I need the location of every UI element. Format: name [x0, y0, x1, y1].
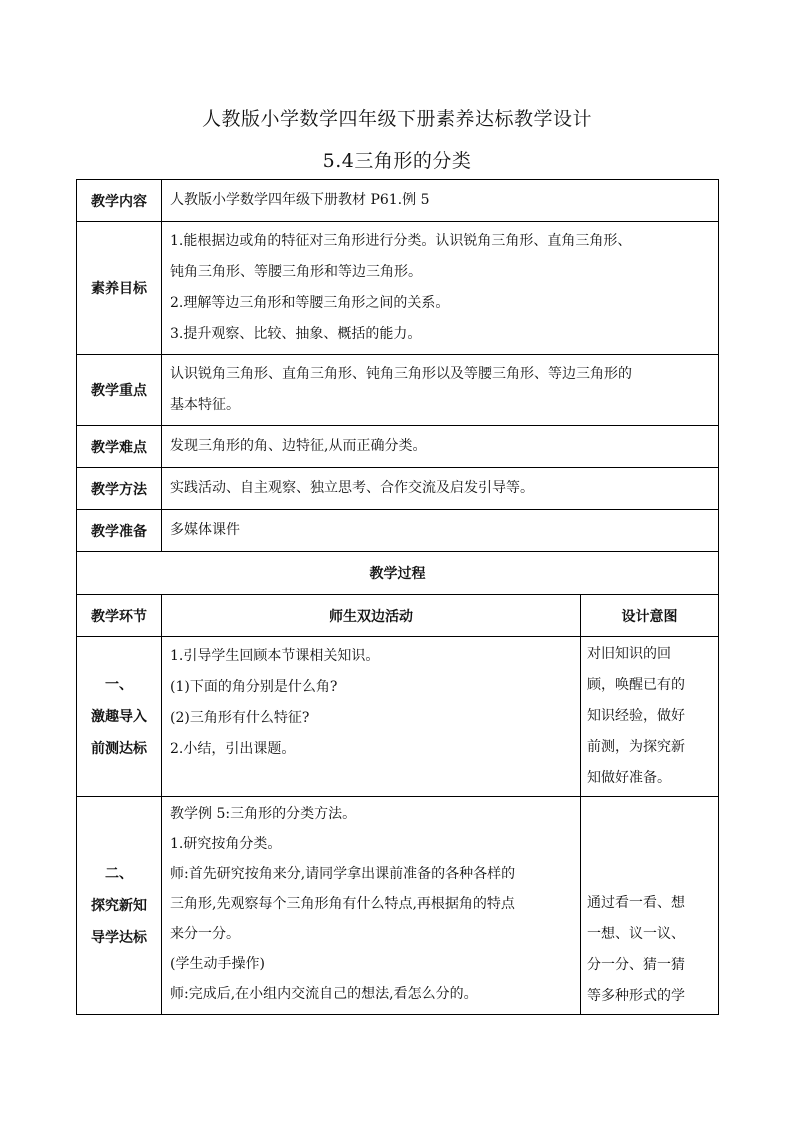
row-process-title: [77, 552, 719, 595]
activity-line: 师:完成后,在小组内交流自己的想法,看怎么分的。: [170, 986, 478, 1002]
intent-line: 一想、议一议、: [587, 926, 685, 942]
stage-1: [77, 637, 162, 797]
row-content: [77, 180, 719, 222]
row-method: [77, 468, 719, 510]
process-title: 教学过程: [77, 552, 719, 595]
value-method: 实践活动、自主观察、独立思考、合作交流及启发引导等。: [162, 468, 719, 510]
stage-line: 二、: [105, 865, 133, 882]
row-goals: [77, 222, 719, 355]
value-difficulty: 发现三角形的角、边特征,从而正确分类。: [162, 426, 719, 468]
label-difficulty: 教学难点: [77, 426, 162, 468]
intent-1: [581, 637, 719, 797]
label-content: 教学内容: [77, 180, 162, 222]
activity-line: 1.引导学生回顾本节课相关知识。: [170, 648, 380, 664]
activity-line: 2.小结，引出课题。: [170, 741, 296, 757]
goal-line: 2.理解等边三角形和等腰三角形之间的关系。: [170, 295, 450, 311]
activity-line: (2)三角形有什么特征?: [170, 710, 310, 726]
header-stage: 教学环节: [77, 595, 162, 637]
intent-line: 等多种形式的学: [587, 988, 685, 1004]
stage-line: 前测达标: [91, 740, 147, 757]
intent-line: 知做好准备。: [587, 770, 671, 786]
lesson-title: 5.4三角形的分类: [322, 150, 472, 172]
intent-line: 前测，为探究新: [587, 739, 685, 755]
intent-line: 知识经验，做好: [587, 708, 685, 724]
label-key: 教学重点: [77, 355, 162, 426]
activity-line: 来分一分。: [170, 926, 240, 942]
activity-line: 教学例 5:三角形的分类方法。: [170, 806, 357, 822]
activity-1: [162, 637, 581, 797]
value-key: [162, 355, 719, 426]
row-prep: [77, 510, 719, 552]
document-title: 人教版小学数学四年级下册素养达标教学设计: [201, 108, 592, 130]
stage-2: [77, 797, 162, 1015]
activity-line: 三角形,先观察每个三角形角有什么特点,再根据角的特点: [170, 896, 515, 912]
label-method: 教学方法: [77, 468, 162, 510]
row-key: [77, 355, 719, 426]
key-line: 认识锐角三角形、直角三角形、钝角三角形以及等腰三角形、等边三角形的: [170, 366, 632, 382]
intent-2: [581, 797, 719, 1015]
intent-line: 分一分、猜一猜: [587, 957, 685, 973]
header-activity: 师生双边活动: [162, 595, 581, 637]
stage-line: 激趣导入: [91, 708, 147, 725]
lesson-plan-table: [76, 179, 719, 1015]
stage-line: 探究新知: [91, 897, 147, 914]
activity-line: 师:首先研究按角来分,请同学拿出课前准备的各种各样的: [170, 866, 516, 882]
label-prep: 教学准备: [77, 510, 162, 552]
stage-line: 导学达标: [91, 929, 147, 946]
row-process-headers: [77, 595, 719, 637]
header-intent: 设计意图: [581, 595, 719, 637]
intent-line: 对旧知识的回: [587, 646, 671, 662]
intent-line: 通过看一看、想: [587, 895, 685, 911]
row-section-1: [77, 637, 719, 797]
activity-2: [162, 797, 581, 1015]
row-difficulty: [77, 426, 719, 468]
key-line: 基本特征。: [170, 397, 240, 413]
activity-line: (学生动手操作): [170, 956, 265, 972]
label-goals: 素养目标: [77, 222, 162, 355]
row-section-2: [77, 797, 719, 1015]
stage-line: 一、: [105, 676, 133, 693]
intent-line: 顾，唤醒已有的: [587, 677, 685, 693]
activity-line: 1.研究按角分类。: [170, 836, 282, 852]
goal-line: 1.能根据边或角的特征对三角形进行分类。认识锐角三角形、直角三角形、: [170, 233, 632, 249]
goal-line: 钝角三角形、等腰三角形和等边三角形。: [170, 264, 422, 280]
value-content: 人教版小学数学四年级下册教材 P61.例 5: [162, 180, 719, 222]
value-goals: [162, 222, 719, 355]
value-prep: 多媒体课件: [162, 510, 719, 552]
goal-line: 3.提升观察、比较、抽象、概括的能力。: [170, 326, 422, 342]
activity-line: (1)下面的角分别是什么角?: [170, 679, 338, 695]
